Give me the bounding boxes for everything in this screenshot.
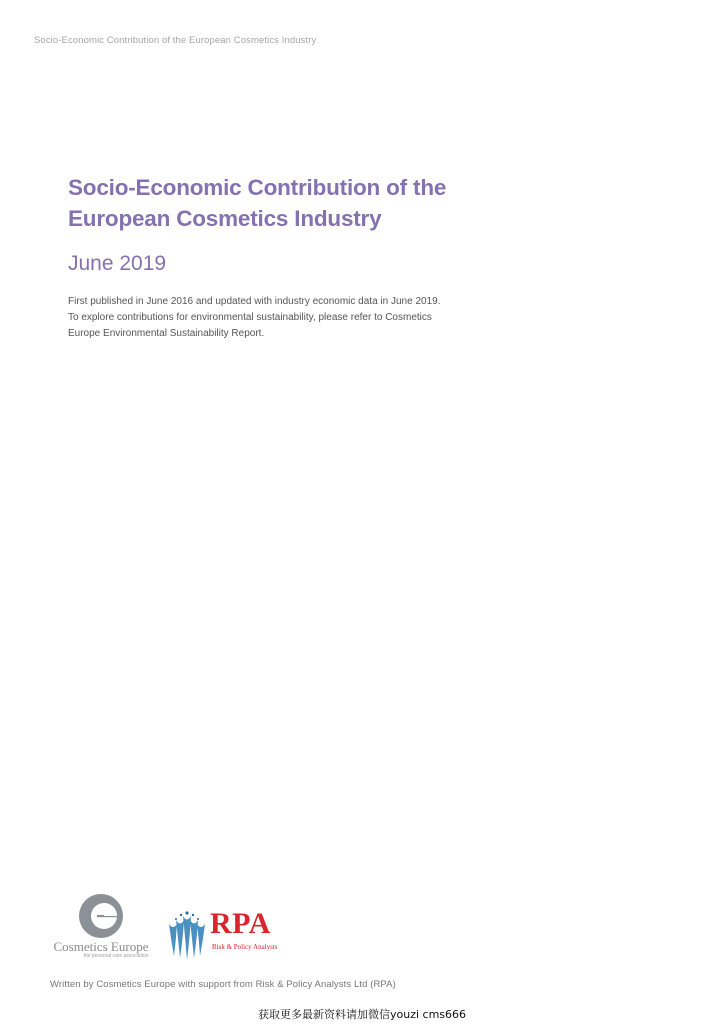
rpa-name: RPA [210, 907, 271, 940]
title-line-2: European Cosmetics Industry [68, 206, 382, 231]
publication-date: June 2019 [68, 252, 167, 275]
rpa-logo [168, 908, 288, 962]
document-title [68, 172, 528, 234]
rpa-waterdrop-icon [168, 910, 206, 960]
cosmetics-europe-mark-icon [77, 892, 125, 940]
cosmetics-europe-logo [46, 890, 156, 962]
rpa-tagline: Risk & Policy Analysts [212, 943, 278, 951]
running-header: Socio-Economic Contribution of the European Cosmetics Industry [34, 35, 317, 46]
intro-line-2: To explore contributions for environmental sustainability, please refer to Cosmetics [68, 312, 432, 323]
cosmetics-europe-tagline: the personal care association [83, 953, 149, 959]
cosmetics-europe-name: Cosmetics Europe [53, 939, 149, 954]
intro-paragraph [68, 294, 498, 342]
intro-line-3: Europe Environmental Sustainability Report. [68, 328, 265, 339]
intro-line-1: First published in June 2016 and updated with industry economic data in June 2019. [68, 296, 441, 307]
watermark-text: 获取更多最新资料请加微信youzi cms666 [257, 1008, 467, 1021]
authorship-credit: Written by Cosmetics Europe with support from Risk & Policy Analysts Ltd (RPA) [50, 979, 396, 990]
title-line-1: Socio-Economic Contribution of the [68, 175, 447, 200]
